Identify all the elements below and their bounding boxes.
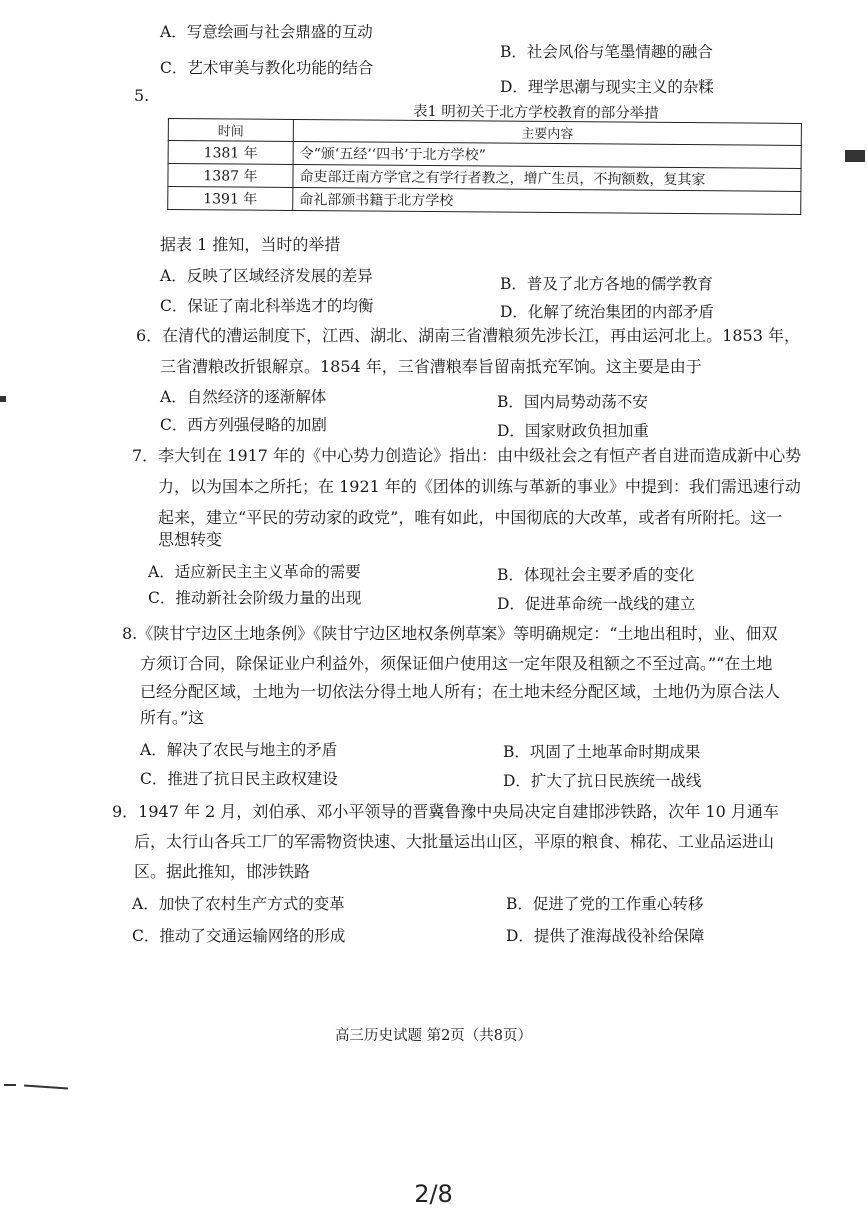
- table-row: [168, 187, 801, 215]
- q9-option-d: D．提供了淮海战役补给保障: [506, 927, 705, 945]
- q8-option-b: B．巩固了土地革命时期成果: [503, 743, 701, 761]
- page-footer: 高三历史试题 第2页（共8页）: [334, 1028, 533, 1044]
- table-cell-content: 令“颁‘五经’‘四书’于北方学校”: [293, 141, 801, 168]
- prev-option-d: D．理学思潮与现实主义的杂糅: [500, 78, 714, 96]
- q6-option-a: A．自然经济的逐渐解体: [160, 388, 327, 406]
- q9-line-2: 后，太行山各兵工厂的军需物资快速、大批量运出山区，平原的粮食、棉花、工业品运进山: [134, 832, 775, 851]
- page-indicator: 2/8: [414, 1180, 453, 1208]
- q9-line-1: 9．1947 年 2 月，刘伯承、邓小平领导的晋冀鲁豫中央局决定自建邯涉铁路，次年 10 月通车: [112, 802, 779, 821]
- q6-line-2: 三省漕粮改折银解京。1854 年，三省漕粮奉旨留南抵充军饷。这主要是由于: [160, 357, 702, 376]
- scan-mark: [24, 1084, 68, 1089]
- scan-mark: [845, 150, 865, 162]
- q5-stem: 据表 1 推知，当时的举措: [160, 235, 341, 254]
- q6-option-b: B．国内局势动荡不安: [497, 393, 648, 411]
- q8-line-2: 方须订合同，除保证业户利益外，须保证佃户使用这一定年限及租额之不至过高。”“在土地: [140, 654, 773, 673]
- q8-option-a: A．解决了农民与地主的矛盾: [140, 741, 338, 759]
- q5-option-b: B．普及了北方各地的儒学教育: [500, 275, 713, 293]
- q7-line-1: 7．李大钊在 1917 年的《中心势力创造论》指出：由中级社会之有恒产者自进而造成新中心势: [132, 446, 802, 465]
- q9-line-3: 区。据此推知，邯涉铁路: [134, 862, 311, 881]
- q9-option-a: A．加快了农村生产方式的变革: [132, 895, 345, 913]
- q5-option-d: D．化解了统治集团的内部矛盾: [500, 303, 714, 321]
- q6-option-d: D．国家财政负担加重: [497, 422, 649, 440]
- q5-option-a: A．反映了区域经济发展的差异: [160, 267, 373, 285]
- q7-option-a: A．适应新民主主义革命的需要: [148, 563, 361, 581]
- scan-mark: [4, 1084, 16, 1086]
- q7-line-3: 起来，建立“平民的劳动家的政党”，唯有如此，中国彻底的大改革，或者有所附托。这一: [158, 508, 783, 527]
- q8-line-1: 8.《陕甘宁边区土地条例》《陕甘宁边区地权条例草案》等明确规定：“土地出租时，业、佃双: [122, 624, 778, 643]
- prev-option-c: C．艺术审美与教化功能的结合: [160, 59, 374, 77]
- table-header-content: 主要内容: [293, 119, 801, 145]
- q6-line-1: 6．在清代的漕运制度下，江西、湖北、湖南三省漕粮须先涉长江，再由运河北上。1853 年，: [136, 326, 800, 345]
- q9-option-c: C．推动了交通运输网络的形成: [132, 927, 346, 945]
- q5-table-caption: 表1 明初关于北方学校教育的部分举措: [412, 103, 659, 122]
- table-cell-time: 1391 年: [168, 187, 293, 211]
- q7-option-b: B．体现社会主要矛盾的变化: [497, 566, 695, 584]
- table-cell-content: 命礼部颁书籍于北方学校: [293, 187, 801, 214]
- table-cell-time: 1381 年: [168, 141, 293, 165]
- q7-line-4: 思想转变: [158, 530, 223, 549]
- q7-line-2: 力，以为国本之所托；在 1921 年的《团体的训练与革新的事业》中提到：我们需迅速行动: [158, 477, 801, 496]
- q5-table: [167, 118, 802, 215]
- q6-option-c: C．西方列强侵略的加剧: [160, 416, 327, 434]
- table-cell-time: 1387 年: [168, 164, 293, 188]
- q8-option-d: D．扩大了抗日民族统一战线: [503, 772, 702, 790]
- q9-option-b: B．促进了党的工作重心转移: [506, 895, 704, 913]
- q5-number: 5.: [134, 86, 150, 105]
- q7-option-d: D．促进革命统一战线的建立: [497, 595, 696, 613]
- q8-line-3: 已经分配区域，土地为一切依法分得土地人所有；在土地未经分配区域，土地仍为原合法人: [140, 682, 781, 701]
- q7-option-c: C．推动新社会阶级力量的出现: [148, 589, 362, 607]
- prev-option-a: A．写意绘画与社会鼎盛的互动: [160, 23, 373, 41]
- prev-option-b: B．社会风俗与笔墨情趣的融合: [500, 43, 713, 61]
- q8-line-4: 所有。”这: [140, 708, 205, 727]
- table-cell-content: 命吏部迁南方学官之有学行者教之，增广生员，不拘额数，复其家: [293, 164, 801, 191]
- scan-mark: [0, 396, 6, 402]
- q8-option-c: C．推进了抗日民主政权建设: [140, 770, 338, 788]
- q5-option-c: C．保证了南北科举选才的均衡: [160, 297, 374, 315]
- q5-table-block: [168, 103, 802, 210]
- table-header-time: 时间: [168, 119, 293, 142]
